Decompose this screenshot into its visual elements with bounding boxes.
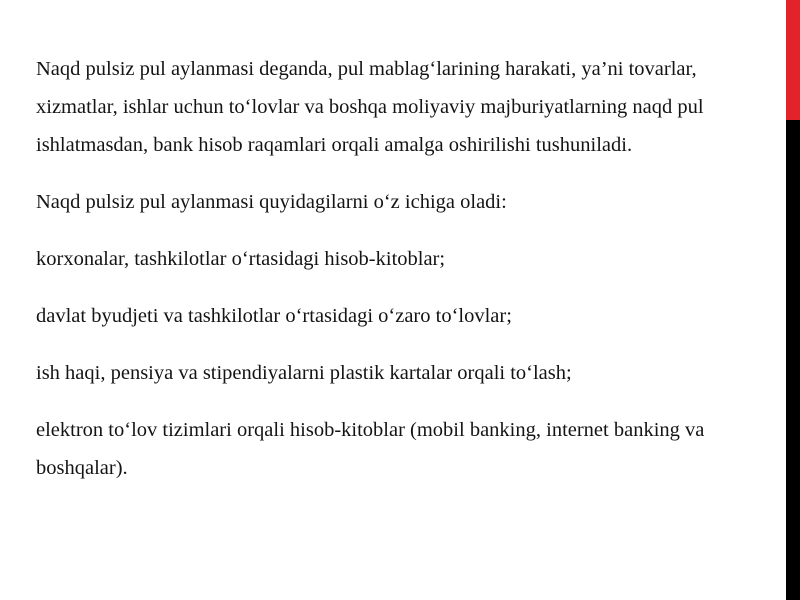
paragraph-intro: Naqd pulsiz pul aylanmasi quyidagilarni o‘z ichiga oladi: — [36, 191, 507, 213]
accent-bar-red — [786, 0, 800, 120]
slide-content — [36, 50, 776, 506]
paragraph-definition: Naqd pulsiz pul aylanmasi deganda, pul mablag‘larining harakati, ya’ni tovarlar, xizmatlar, ishlar uchun to‘lovlar va boshqa moliyaviy majburiyatlarning naqd pul ishlatmasdan, bank hisob raqamlari orqali amalga oshirilishi tushuniladi. — [36, 58, 704, 156]
list-item: korxonalar, tashkilotlar o‘rtasidagi hisob-kitoblar; — [36, 248, 446, 270]
accent-bar-black — [786, 120, 800, 600]
list-item: ish haqi, pensiya va stipendiyalarni plastik kartalar orqali to‘lash; — [36, 362, 572, 384]
list-item: davlat byudjeti va tashkilotlar o‘rtasidagi o‘zaro to‘lovlar; — [36, 305, 512, 327]
accent-bar — [786, 0, 800, 600]
list-item: elektron to‘lov tizimlari orqali hisob-kitoblar (mobil banking, internet banking va boshqalar). — [36, 419, 705, 479]
